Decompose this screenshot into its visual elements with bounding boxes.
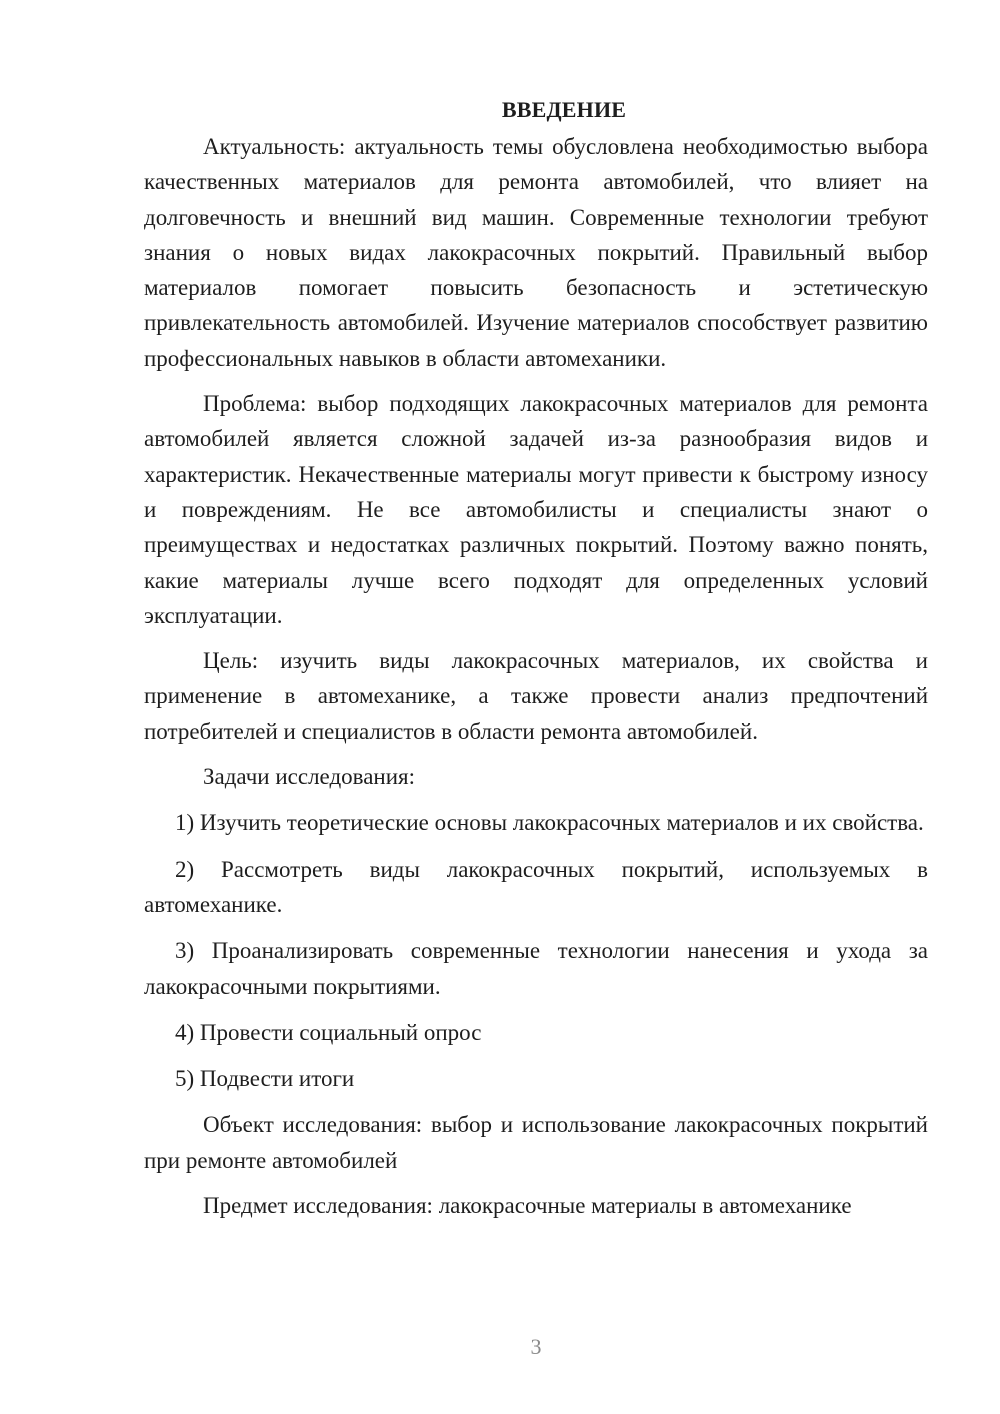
relevance-paragraph: Актуальность: актуальность темы обусловлена необходимостью выбора качественных материалов для ремонта автомобилей, что влияет на долговечность и внешний вид машин. Современные технологии требуют знания о новых видах лакокрасочных покрытий. Правильный выбор материалов помогает повысить безопасность и эстетическую привлекательность автомобилей. Изучение материалов способствует развитию профессиональных навыков в области автомеханики. — [144, 134, 928, 371]
goal-paragraph: Цель: изучить виды лакокрасочных материалов, их свойства и применение в автомеханике, а также провести анализ предпочтений потребителей и специалистов в области ремонта автомобилей. — [144, 648, 928, 744]
task-item-2: 2) Рассмотреть виды лакокрасочных покрытий, используемых в автомеханике. — [144, 856, 928, 917]
object-paragraph: Объект исследования: выбор и использование лакокрасочных покрытий при ремонте автомобилей — [144, 1112, 928, 1173]
task-item-1: 1) Изучить теоретические основы лакокрасочных материалов и их свойства. — [175, 810, 924, 836]
section-heading: ВВЕДЕНИЕ — [501, 97, 627, 122]
page-number: 3 — [530, 1334, 542, 1359]
task-item-4: 4) Провести социальный опрос — [175, 1019, 482, 1045]
task-item-5: 5) Подвести итоги — [175, 1066, 355, 1092]
tasks-title: Задачи исследования: — [203, 764, 416, 790]
task-item-3: 3) Проанализировать современные технологии нанесения и ухода за лакокрасочными покрытиями. — [144, 938, 928, 999]
subject-paragraph: Предмет исследования: лакокрасочные материалы в автомеханике — [203, 1193, 852, 1219]
page-content — [144, 92, 928, 1223]
problem-paragraph: Проблема: выбор подходящих лакокрасочных материалов для ремонта автомобилей является сложной задачей из-за разнообразия видов и характеристик. Некачественные материалы могут привести к быстрому износу и повреждениям. Не все автомобилисты и специалисты знают о преимуществах и недостатках различных покрытий. Поэтому важно понять, какие материалы лучше всего подходят для определенных условий эксплуатации. — [144, 391, 928, 628]
